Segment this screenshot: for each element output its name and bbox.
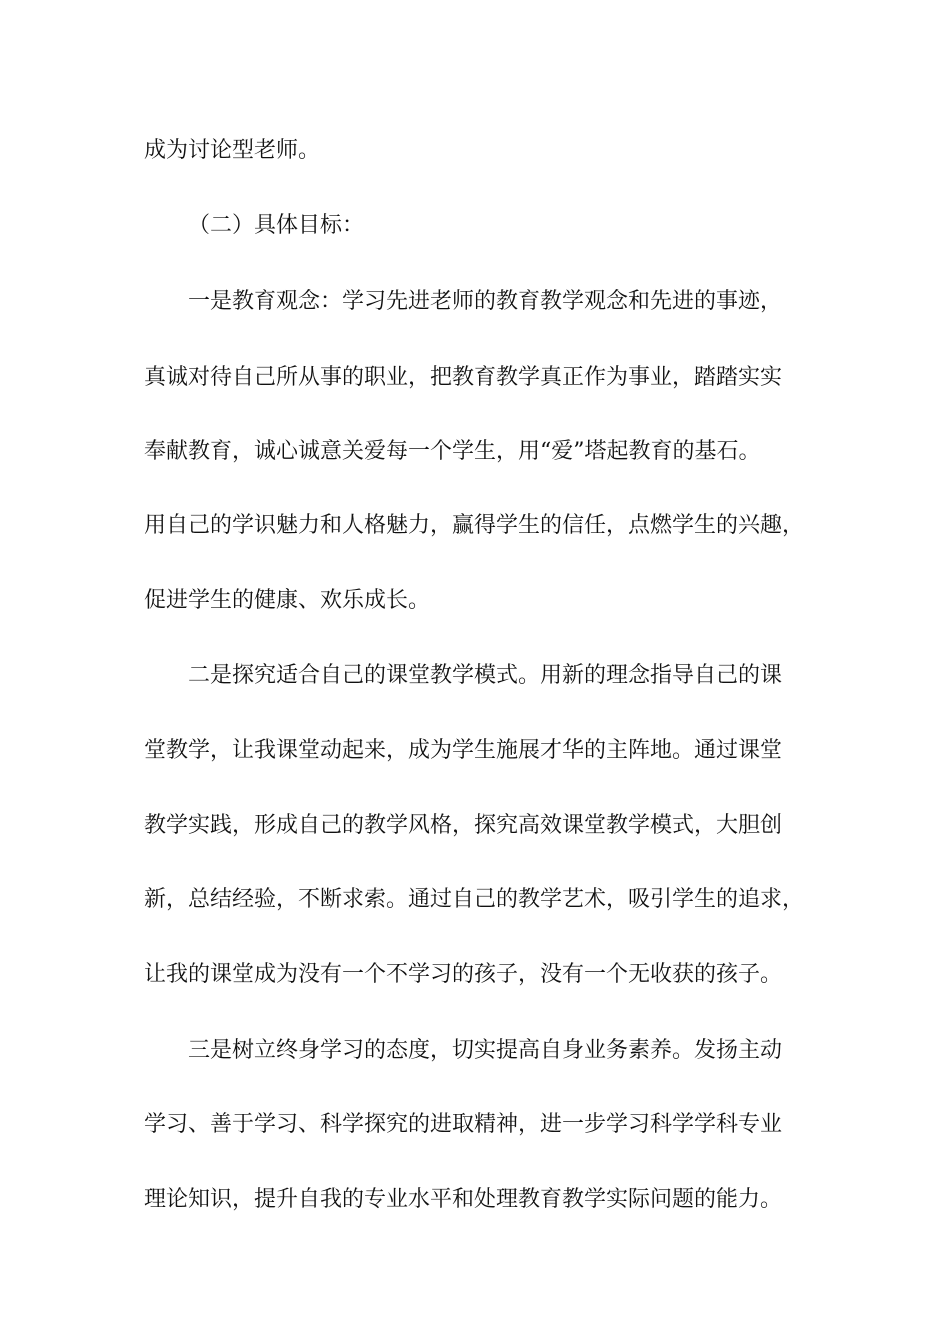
text-line-3: 一是教育观念：学习先进老师的教育教学观念和先进的事迹， [188, 289, 783, 314]
text-line-13: 三是树立终身学习的态度，切实提高自身业务素养。发扬主动 [188, 1038, 783, 1063]
text-line-15: 理论知识，提升自我的专业水平和处理教育教学实际问题的能力。 [144, 1187, 783, 1212]
text-line-8: 二是探究适合自己的课堂教学模式。用新的理念指导自己的课 [188, 663, 783, 688]
text-line-1: 成为讨论型老师。 [144, 138, 321, 163]
text-line-12: 让我的课堂成为没有一个不学习的孩子，没有一个无收获的孩子。 [144, 962, 783, 987]
text-line-10: 教学实践，形成自己的教学风格，探究高效课堂教学模式，大胆创 [144, 813, 783, 838]
text-line-5: 奉献教育，诚心诚意关爱每一个学生，用“爱”塔起教育的基石。 [144, 439, 761, 464]
text-line-11: 新，总结经验，不断求索。通过自己的教学艺术，吸引学生的追求， [144, 887, 805, 912]
text-line-9: 堂教学，让我课堂动起来，成为学生施展才华的主阵地。通过课堂 [144, 738, 783, 763]
text-line-14: 学习、善于学习、科学探究的进取精神，进一步学习科学学科专业 [144, 1112, 783, 1137]
text-line-7: 促进学生的健康、欢乐成长。 [144, 588, 431, 613]
text-line-4: 真诚对待自己所从事的职业，把教育教学真正作为事业，踏踏实实 [144, 365, 783, 390]
section-heading: （二）具体目标： [188, 213, 365, 238]
text-line-6: 用自己的学识魅力和人格魅力，赢得学生的信任，点燃学生的兴趣， [144, 513, 805, 538]
